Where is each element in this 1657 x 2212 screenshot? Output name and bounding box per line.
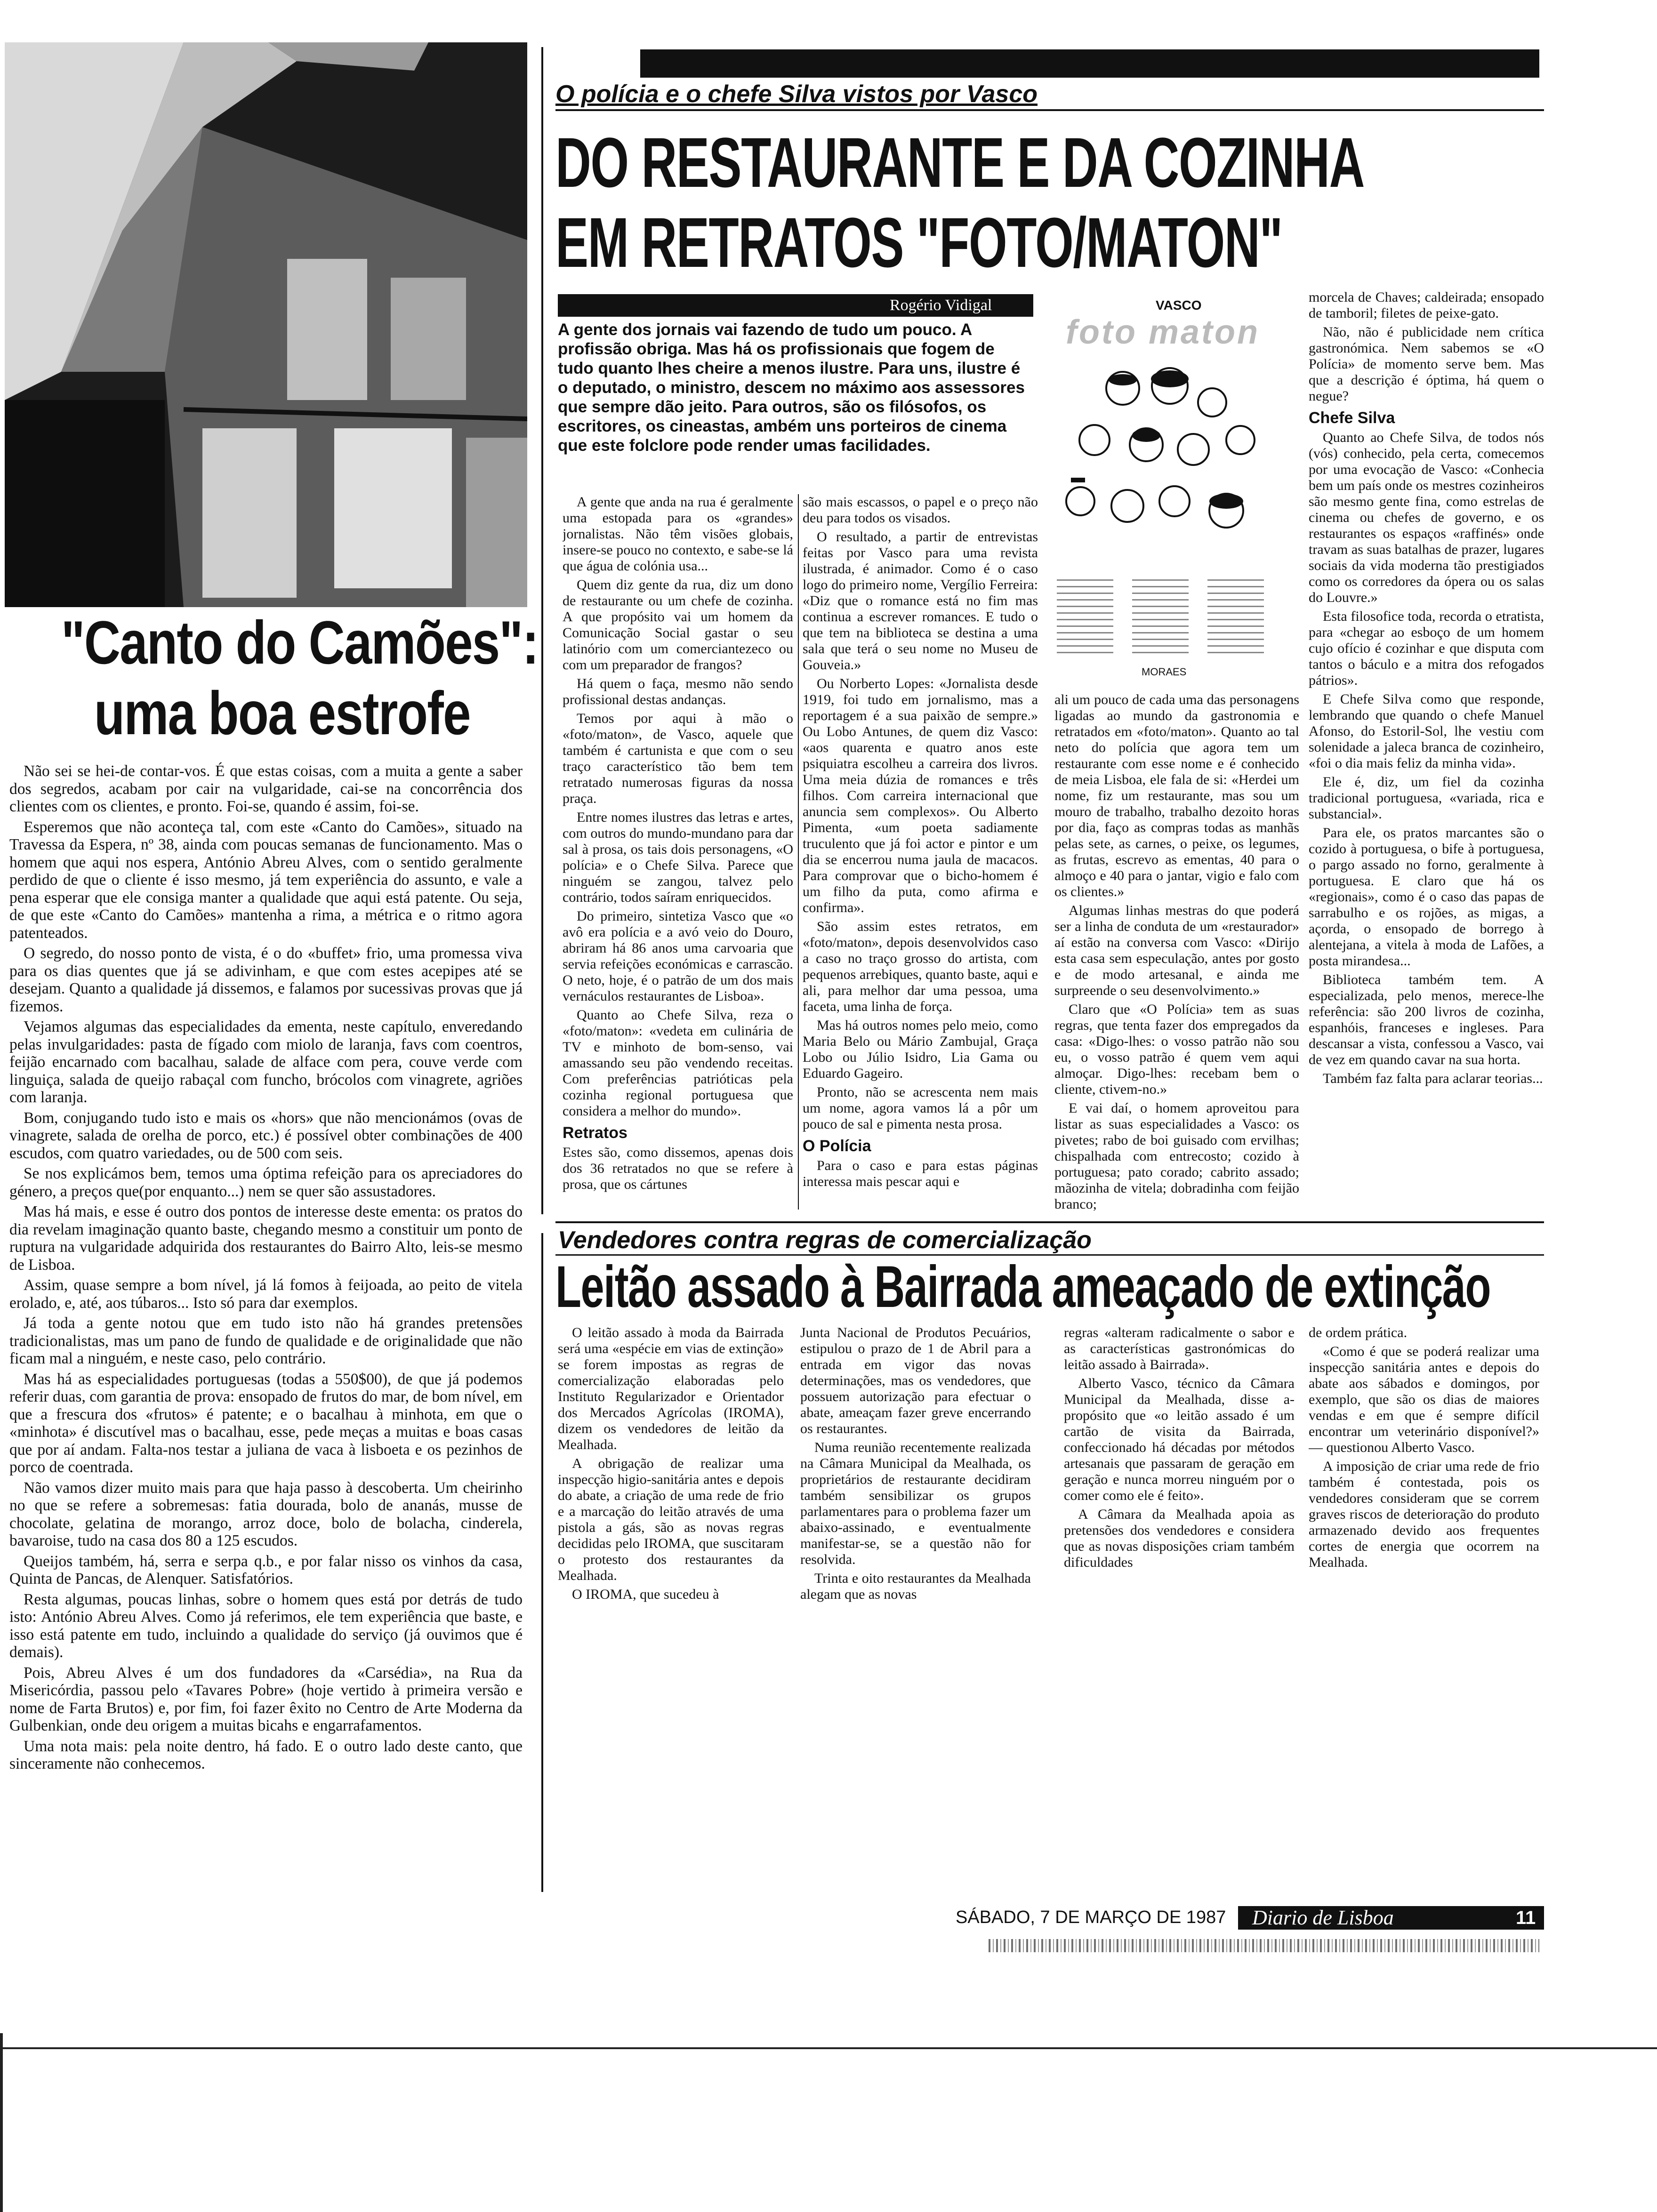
paragraph: Bom, conjugando tudo isto e mais os «hors» que não mencionámos (ovas de vinagrete, salada de orelha de porco, etc.) é possível obter combinações de 400 escudos, com quatro variedades, ou de 500 com seis. [9, 1109, 523, 1162]
paragraph: Mas há mais, e esse é outro dos pontos de interesse deste ementa: os pratos do dia revelam imaginação quanto baste, chegando mesmo a constituir um ponto de ruptura na vulgaridade adquirida dos restaurantes do Bairro Alto, leis-se mesmo de Lisboa. [9, 1203, 523, 1274]
paragraph: A gente que anda na rua é geralmente uma estopada para os «grandes» jornalistas. Não têm visões globais, insere-se pouco no contexto, e sabe-se lá que água de colónia usa... [563, 494, 793, 574]
paragraph: Quanto ao Chefe Silva, de todos nós (vós) conhecido, pela certa, comecemos por uma evocação de Vasco: «Conhecia bem um país onde os mestres cozinheiros são mesmo gente fina, como estrelas de cinema ou chefes de governo, e os restaurantes os espaços «raffinés» onde travam as suas batalhas de prazer, lugares sociais da vida moderna tão prestigiados como os corredores da ópera ou os salas do Louvre.» [1309, 430, 1544, 605]
paragraph: Ou Norberto Lopes: «Jornalista desde 1919, foi tudo em jornalismo, mas a reportagem é a sua paixão de sempre.» Ou Lobo Antunes, de quem diz Vasco: «aos quarenta e quatro anos este psiquiatra escolheu a carreira dos livros. Uma meia dúzia de romances e três filhos. Com carreira internacional que anuncia sem complexos». Ou Alberto Pimenta, «um poeta sadiamente truculento que já foi actor e pintor e um dia se encerrou numa jaula de macacos. Para comprovar que o bicho-homem é um filho da puta, como afirma e confirma». [803, 676, 1038, 915]
building-photo [5, 42, 527, 607]
paragraph: de ordem prática. [1309, 1325, 1408, 1340]
bottom-column-4 [1309, 1325, 1539, 1890]
scan-edge [0, 2047, 1657, 2049]
paragraph: regras «alteram radicalmente o sabor e as características gastronómicas do leitão assado à Bairrada». [1064, 1325, 1295, 1372]
paragraph: Algumas linhas mestras do que poderá ser a linha de conduta de um «restaurador» aí estão na conversa com Vasco: «Dirijo esta casa sem especulação, antes por gosto e de modo artesanal, e ainda me surpreende o seu desenvolvimento.» [1054, 903, 1299, 998]
column-separator [541, 1233, 543, 1892]
paragraph: O leitão assado à moda da Bairrada será uma «espécie em vias de extinção» se forem impostas as regras de comercialização elaboradas pelo Instituto Regularizador e Orientador dos Mercados Agrícolas (IROMA), dizem os vendedores de leitão da Mealhada. [558, 1325, 784, 1452]
paragraph: «Como é que se poderá realizar uma inspecção sanitária antes e depois do abate aos sábados e domingos, por exemplo, que são os dias de maiores vendas e em que é sempre difícil encontrar um veterinário disponível?» — questionou Alberto Vasco. [1309, 1344, 1539, 1455]
column-separator [541, 47, 543, 1214]
left-headline-line1: "Canto do Camões": [61, 608, 539, 677]
paragraph: Assim, quase sempre a bom nível, já lá fomos à feijoada, ao peito de vitela erolado, e, até, aos túbaros... Isto só para dar exemplos. [9, 1276, 523, 1312]
footer-date: SÁBADO, 7 DE MARÇO DE 1987 [956, 1907, 1226, 1927]
left-article-body [9, 762, 523, 1920]
header-bar [640, 49, 1539, 78]
bottom-kicker: Vendedores contra regras de comercialização [558, 1226, 1092, 1254]
paragraph: Resta algumas, poucas linhas, sobre o homem ques está por detrás de tudo isto: António Abreu Alves. Como já referimos, ele tem experiência que baste, e isso está patente em tudo, incluindo a qualidade do serviço (já ouvimos que é demais). [9, 1590, 523, 1661]
paragraph: Biblioteca também tem. A especializada, pelo menos, merece-lhe referência: são 200 livros de cozinha, espanhóis, franceses e ingleses. Para descansar a vista, confessou a Vasco, vai de vez em quando cavar na sua horta. [1309, 972, 1544, 1067]
section-heading-policia: O Polícia [803, 1137, 871, 1155]
footer-noise-strip [989, 1939, 1539, 1952]
paragraph: O segredo, do nosso ponto de vista, é o do «buffet» frio, uma promessa viva para os dias quentes que já se adivinham, e que com estes acepipes até se desejam. Quanto a qualidade já dissemos, e falamos por sucessivas provas que já fizemos. [9, 945, 523, 1015]
paragraph: Numa reunião recentemente realizada na Câmara Municipal da Mealhada, os proprietários de restaurante decidiram também sensibilizar os grupos parlamentares para o problema fazer um abaixo-assinado, e eventualmente manifestar-se, se a questão não for resolvida. [800, 1440, 1031, 1567]
feature-lead: A gente dos jornais vai fazendo de tudo um pouco. A profissão obriga. Mas há os profissionais que fogem de tudo quanto lhes cheire a menos ilustre. Para uns, ilustre é o deputado, o ministro, descem no máximo aos assessores que sempre dão jeito. Para outros, são os filósofos, os escritores, os cineastas, ambém uns porteiros de cinema que este folclore pode render umas facilidades. [558, 321, 1025, 455]
paragraph: Claro que «O Polícia» tem as suas regras, que tenta fazer dos empregados da casa: «Digo-lhes: o vosso patrão não sou eu, o vosso patrão é quem vem aqui almoçar. Digo-lhes: recebam bem o cliente, ctivem-no.» [1054, 1002, 1299, 1097]
book-publisher: MORAES [1142, 666, 1187, 678]
paragraph: Se nos explicámos bem, temos uma óptima refeição para os apreciadores do género, a preços que(por enquanto...) nem se quer são assustadores. [9, 1165, 523, 1200]
paragraph: Quanto ao Chefe Silva, reza o «foto/maton»: «vedeta em culinária de TV e minhoto de bom-senso, vai amassando seu pão vendendo receitas. Com preferências patrióticas pela cozinha regional portuguesa que considera a melhor do mundo». [563, 1007, 793, 1119]
building-photo-drawing [5, 42, 527, 607]
paragraph: Temos por aqui à mão o «foto/maton», de Vasco, aquele que também é cartunista e que com o seu traço característico tão bem tem retratado numerosas figuras da nossa praça. [563, 711, 793, 806]
paragraph: Para o caso e para estas páginas interessa mais pescar aqui e [803, 1158, 1038, 1189]
paragraph: Para ele, os pratos marcantes são o cozido à portuguesa, o bife à portuguesa, o pargo assado no forno, geralmente à portuguesa. E claro que há os «regionais», como é o caso das papas de sarrabulho e os rojões, as migas, a açorda, o ensopado de borrego à alentejana, a vitela à moda de Lafões, a posta mirandesa... [1309, 825, 1544, 969]
bottom-column-3 [1064, 1325, 1295, 1890]
bottom-column-1 [558, 1325, 784, 1890]
paragraph: Ele é, diz, um fiel da cozinha tradicional portuguesa, «variada, rica e substancial». [1309, 774, 1544, 822]
paragraph: A Câmara da Mealhada apoia as pretensões dos vendedores e considera que as novas disposições criam também dificuldades [1064, 1507, 1295, 1570]
paragraph: Quem diz gente da rua, diz um dono de restaurante ou um chefe de cozinha. A que propósito vai um homem da Comunicação Social gastar o seu latinório com um comerciantezeco ou com um preparador de frangos? [563, 577, 793, 673]
book-author: VASCO [1156, 298, 1202, 313]
footer-paper-name: Diario de Lisboa [1252, 1906, 1394, 1929]
byline: Rogério Vidigal [890, 297, 992, 314]
paragraph: Pois, Abreu Alves é um dos fundadores da «Carsédia», na Rua da Misericórdia, passou pelo «Tavares Pobre» (hoje vertido à primeira versão e nome de Farta Brutos) e, por fim, foi fazer êxito no Centro de Arte Moderna da Gulbenkian, onde deu origem a muitas bicahs e engarrafamentos. [9, 1664, 523, 1734]
page-number: 11 [1516, 1907, 1536, 1928]
paragraph: Já toda a gente notou que em tudo isto não há grandes pretensões tradicionalistas, mas um pano de fundo de qualidade e de originalidade que não ficam mal a ninguém, e neste caso, pelo contrário. [9, 1314, 523, 1367]
section-rule [555, 1221, 1544, 1223]
bottom-column-2 [800, 1325, 1031, 1890]
paragraph: E Chefe Silva como que responde, lembrando que quando o chefe Manuel Afonso, do Estoril-Sol, lhe vestiu com solenidade a jaleca branca de cozinheiro, «foi o dia mais feliz da minha vida». [1309, 691, 1544, 771]
book-title: foto maton [1066, 313, 1260, 351]
paragraph: E vai daí, o homem aproveitou para listar as suas especialidades a Vasco: os pivetes; rabo de boi guisado com ervilhas; chispalhada com entrecosto; cozido à portuguesa; pato corado; cabrito assado; mãozinha de vitela; dobradinha com feijão branco; [1054, 1100, 1299, 1212]
paragraph: Não sei se hei-de contar-vos. É que estas coisas, com a muita a gente a saber dos segredos, acabam por cair na vulgaridade, cai-se na concorrência dos clientes com os clientes, e pronto. Foi-se, quando é assim, foi-se. [9, 762, 523, 815]
paragraph: Uma nota mais: pela noite dentro, há fado. E o outro lado deste canto, que sinceramente não conhecemos. [9, 1737, 523, 1772]
bottom-headline: Leitão assado à Bairrada ameaçado de extinção [555, 1254, 1491, 1320]
kicker-rule [555, 109, 1544, 111]
paragraph: Mas há outros nomes pelo meio, como Maria Belo ou Mário Zambujal, Graça Lobo ou Júlio Isidro, Lia Gama ou Eduardo Gageiro. [803, 1018, 1038, 1081]
feature-column-2 [803, 494, 1038, 1266]
paragraph: Junta Nacional de Produtos Pecuários, estipulou o prazo de 1 de Abril para a entrada em vigor das novas determinações, mas os vendedores, que possuem autorização para efectuar o abate, ameaçam fazer greve encerrando os restaurantes. [800, 1325, 1031, 1436]
paragraph: ali um pouco de cada uma das personagens ligadas ao mundo da gastronomia e retratados em «foto/maton». Quanto ao tal neto do polícia que agora tem um restaurante com esse nome e é conhecido de meia Lisboa, ele fala de si: «Herdei um nome, fiz um restaurante, mas sou um mouro de trabalho, trabalho dezoito horas por dia, faço as compras todas as manhãs pelas sete, as carnes, o peixe, os legumes, as frutas, escrevo as ementas, 40 para o almoço e 40 para o jantar, vigio e falo com os clientes.» [1054, 692, 1299, 899]
paragraph: Esta filosofice toda, recorda o etratista, para «chegar ao esboço de um homem cujo ofício é cozinhar e que disputa com tantos o báculo e a mitra dos refogados pátrios». [1309, 609, 1544, 688]
paragraph: Trinta e oito restaurantes da Mealhada alegam que as novas [800, 1571, 1031, 1602]
paragraph: Estes são, como dissemos, apenas dois dos 36 retratados no que se refere à prosa, que os cártunes [563, 1145, 793, 1192]
book-cover [1043, 294, 1283, 680]
left-headline-line2: uma boa estrofe [94, 679, 470, 747]
feature-headline-line1: DO RESTAURANTE E DA COZINHA [555, 123, 1365, 202]
paragraph: são mais escassos, o papel e o preço não deu para todos os visados. [803, 494, 1038, 526]
feature-headline-line2: EM RETRATOS "FOTO/MATON" [555, 203, 1282, 282]
paragraph: A obrigação de realizar uma inspecção higio-sanitária antes e depois do abate, a criação de uma rede de frio e a marcação do leitão através de uma pistola a gás, são as novas regras decididas pelo IROMA, que suscitaram o protesto dos restaurantes da Mealhada. [558, 1456, 784, 1583]
paragraph: A imposição de criar uma rede de frio também é contestada, pois os vendedores consideram que se correm graves riscos de deterioração do produto armazenado devido aos frequentes cortes de energia que ocorrem na Mealhada. [1309, 1459, 1539, 1570]
paragraph: Esperemos que não aconteça tal, com este «Canto do Camões», situado na Travessa da Espera, nº 38, ainda com poucas semanas de funcionamento. Mas o homem que aqui nos espera, António Abreu Alves, com o sentido geralmente perdido de que o cliente é isso mesmo, já tem experiência do assunto, e vale a pena esperar que ele consiga manter a qualidade que aqui está patente. Ou seja, de que este «Canto do Camões» mantenha a rima, a métrica e o ritmo agora patenteados. [9, 818, 523, 942]
feature-kicker: O polícia e o chefe Silva vistos por Vasco [555, 80, 1038, 108]
section-heading-chefe-silva: Chefe Silva [1309, 409, 1395, 427]
paragraph: Mas há as especialidades portuguesas (todas a 550$00), de que já podemos referir duas, com garantia de prova: ensopado de frutos do mar, de bom nível, em que a frescura dos «frutos» é patente; e o bacalhau à minhota, em que o «minhota» é discutível mas o bacalhau, esse, pede meças a muitas e boas casas que por aí andam. Falta-nos testar a juliana de vaca à lisboeta e os pezinhos de porco de coentrada. [9, 1370, 523, 1476]
paragraph: Do primeiro, sintetiza Vasco que «o avô era polícia e a avó veio do Douro, abriram há 86 anos uma carvoaria que servia refeições económicas e carrascão. O neto, hoje, é o patrão de um dos mais vernáculos restaurantes de Lisboa». [563, 908, 793, 1004]
column-separator [798, 494, 799, 1210]
feature-column-3 [1054, 692, 1299, 1266]
book-contents-list [1057, 577, 1269, 657]
feature-column-4 [1309, 289, 1544, 1231]
paragraph: São assim estes retratos, em «foto/maton», depois desenvolvidos caso a caso no traço grosso do artista, com pequenos arrebiques, quanto baste, aqui e ali, para melhor dar uma pessoa, uma faceta, uma linha de força. [803, 919, 1038, 1014]
paragraph: Alberto Vasco, técnico da Câmara Municipal da Mealhada, disse a-propósito que «o leitão assado é um cartão de visita da Bairrada, confeccionado há décadas por métodos artesanais que passaram de geração em geração e nunca morreu ninguém por o comer como ele é feito». [1064, 1376, 1295, 1503]
paragraph: Também faz falta para aclarar teorias... [1323, 1071, 1543, 1086]
paragraph: O resultado, a partir de entrevistas feitas por Vasco para uma revista ilustrada, é animador. Como é o caso logo do primeiro nome, Vergílio Ferreira: «Diz que o romance está no fim mas continua a escrever romances. E tudo o que tem na biblioteca se destina a uma sala que terá o seu nome no Museu de Gouveia.» [803, 529, 1038, 673]
feature-column-1 [563, 494, 793, 1266]
paragraph: Há quem o faça, mesmo não sendo profissional destas andanças. [563, 676, 793, 707]
caricatures-illustration [1052, 360, 1273, 567]
paragraph: Não, não é publicidade nem crítica gastronómica. Nem sabemos se «O Polícia» de momento serve bem. Mas que a descrição é óptima, há quem o negue? [1309, 324, 1544, 404]
paragraph: Entre nomes ilustres das letras e artes, com outros do mundo-mundano para dar sal à prosa, os tais dois personagens, «O polícia» e o Chefe Silva. Parece que ninguém se zangou, talvez pelo contrário, todos saíram enriquecidos. [563, 809, 793, 905]
paragraph: O IROMA, que sucedeu à [572, 1587, 719, 1602]
section-heading-retratos: Retratos [563, 1124, 627, 1142]
paragraph: Queijos também, há, serra e serpa q.b., e por falar nisso os vinhos da casa, Quinta de Pancas, de Alenquer. Satisfatórios. [9, 1552, 523, 1587]
paragraph: Vejamos algumas das especialidades da ementa, neste capítulo, enveredando pelas invulgaridades: pasta de fígado com miolo de laranja, favs com coentros, feijão encarnado com bacalhau, salade de alface com pera, couve verde com linguiça, salada de queijo rabaçal com funcho, brócolos com vinagrete, agriões com laranja. [9, 1018, 523, 1106]
paragraph: morcela de Chaves; caldeirada; ensopado de tamboril; filetes de peixe-gato. [1309, 289, 1544, 321]
paragraph: Pronto, não se acrescenta nem mais um nome, agora vamos lá a pôr um pouco de sal e pimenta nesta prosa. [803, 1084, 1038, 1132]
paragraph: Não vamos dizer muito mais para que haja passo à descoberta. Um cheirinho no que se refere a sobremesas: fatia dourada, bolo de ananás, musse de chocolate, gelatina de morango, arroz doce, bolo de bolacha, cinderela, bavaroise, tudo na casa dos 80 a 125 escudos. [9, 1479, 523, 1549]
scan-edge [0, 2033, 3, 2212]
